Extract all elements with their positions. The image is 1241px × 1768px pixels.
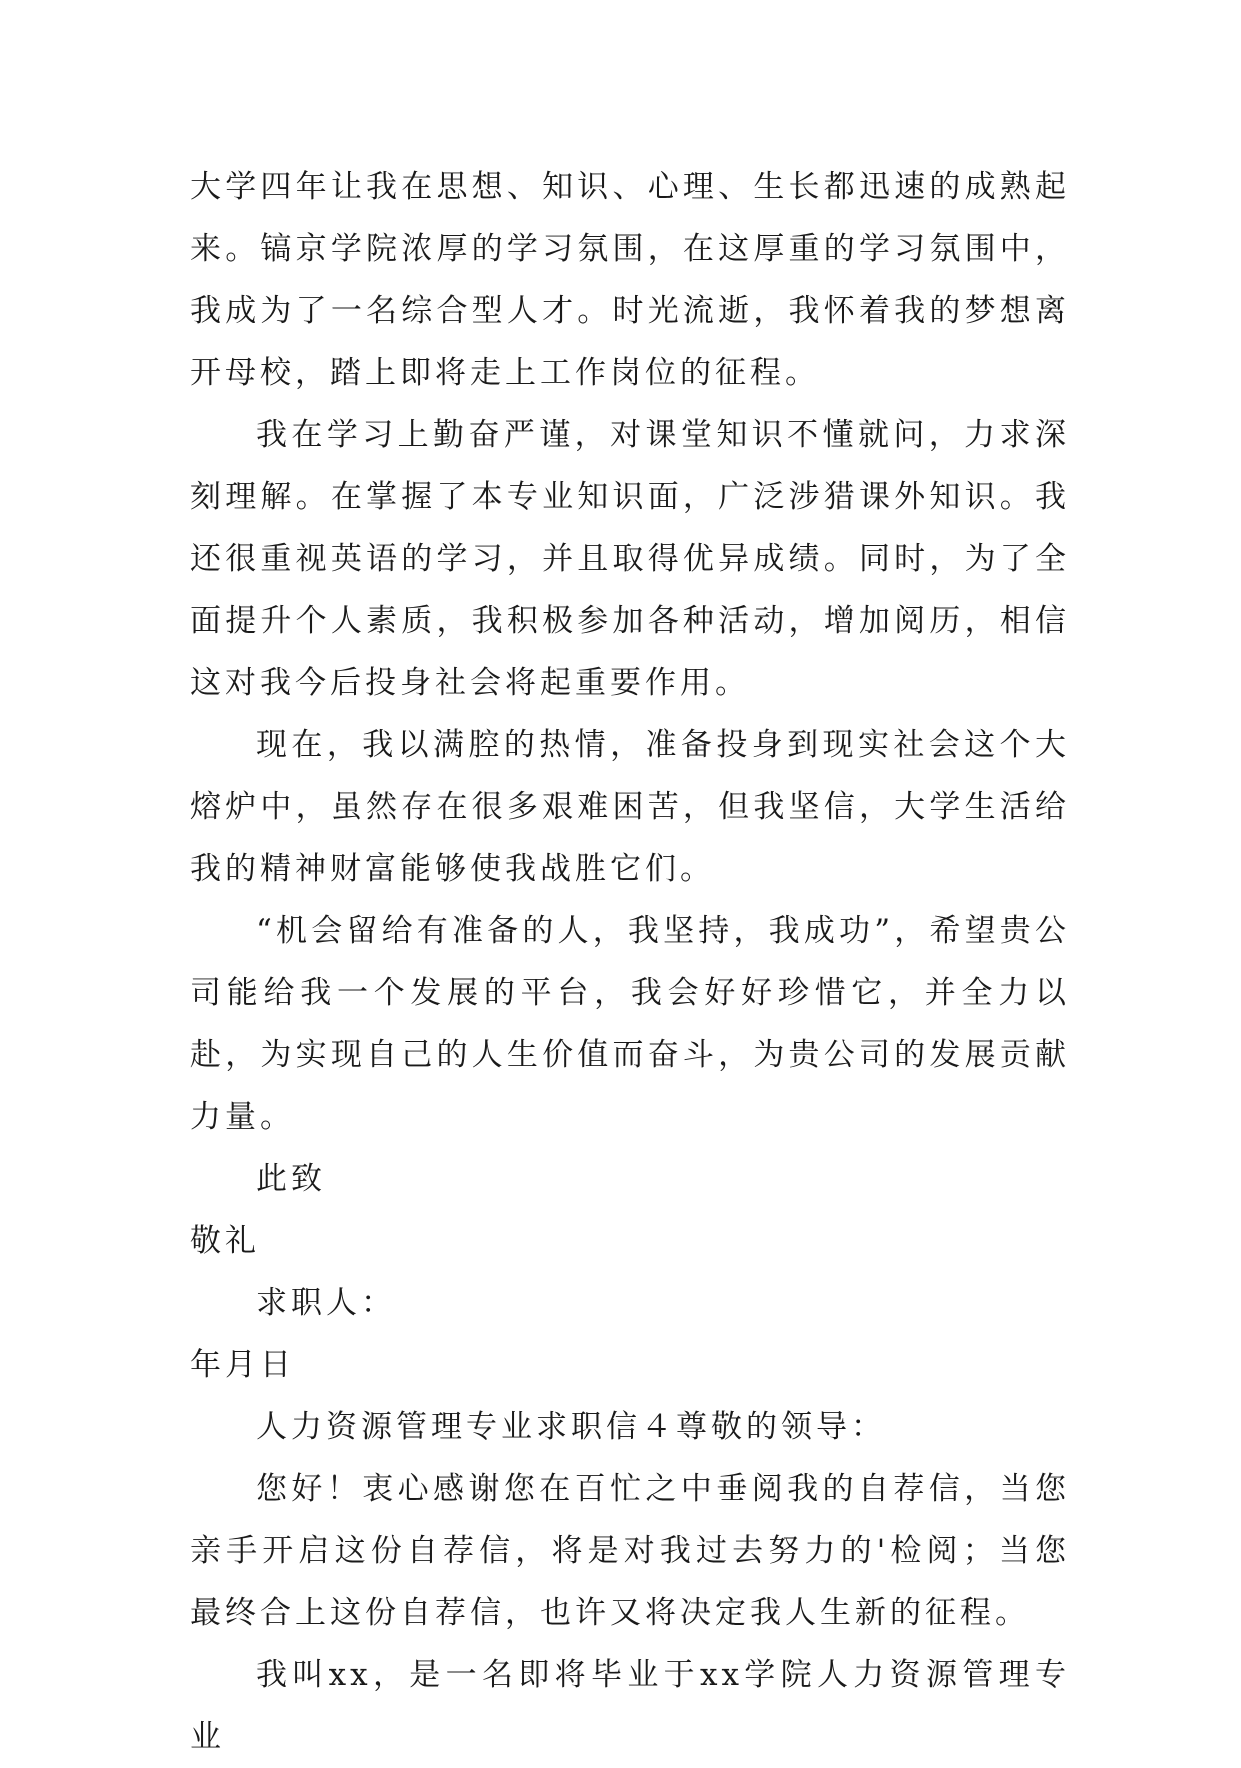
paragraph-introduction: 我叫xx，是一名即将毕业于xx学院人力资源管理专业 bbox=[190, 1657, 1070, 1755]
closing-regards: 敬礼 bbox=[190, 1223, 260, 1259]
letter-body bbox=[190, 156, 1070, 1768]
paragraph-enthusiasm: 现在，我以满腔的热情，准备投身到现实社会这个大熔炉中，虽然存在很多艰难困苦，但我坚信，大学生活给我的精神财富能够使我战胜它们。 bbox=[190, 727, 1070, 887]
letter-4-heading: 人力资源管理专业求职信４尊敬的领导： bbox=[256, 1409, 886, 1445]
date-line: 年月日 bbox=[190, 1347, 295, 1383]
paragraph-study-habits: 我在学习上勤奋严谨，对课堂知识不懂就问，力求深刻理解。在掌握了本专业知识面，广泛涉猎课外知识。我还很重视英语的学习，并且取得优异成绩。同时，为了全面提升个人素质，我积极参加各种活动，增加阅历，相信这对我今后投身社会将起重要作用。 bbox=[190, 417, 1070, 701]
applicant-signature-label: 求职人： bbox=[256, 1285, 396, 1321]
paragraph-university-years: 大学四年让我在思想、知识、心理、生长都迅速的成熟起来。镐京学院浓厚的学习氛围，在这厚重的学习氛围中，我成为了一名综合型人才。时光流逝，我怀着我的梦想离开母校，踏上即将走上工作岗位的征程。 bbox=[190, 169, 1070, 391]
closing-salutation: 此致 bbox=[256, 1161, 326, 1197]
paragraph-opportunity: “机会留给有准备的人，我坚持，我成功”，希望贵公司能给我一个发展的平台，我会好好珍惜它，并全力以赴，为实现自己的人生价值而奋斗，为贵公司的发展贡献力量。 bbox=[190, 913, 1070, 1135]
paragraph-greeting-thanks: 您好！衷心感谢您在百忙之中垂阅我的自荐信，当您亲手开启这份自荐信，将是对我过去努力的'检阅；当您最终合上这份自荐信，也许又将决定我人生新的征程。 bbox=[190, 1471, 1070, 1631]
